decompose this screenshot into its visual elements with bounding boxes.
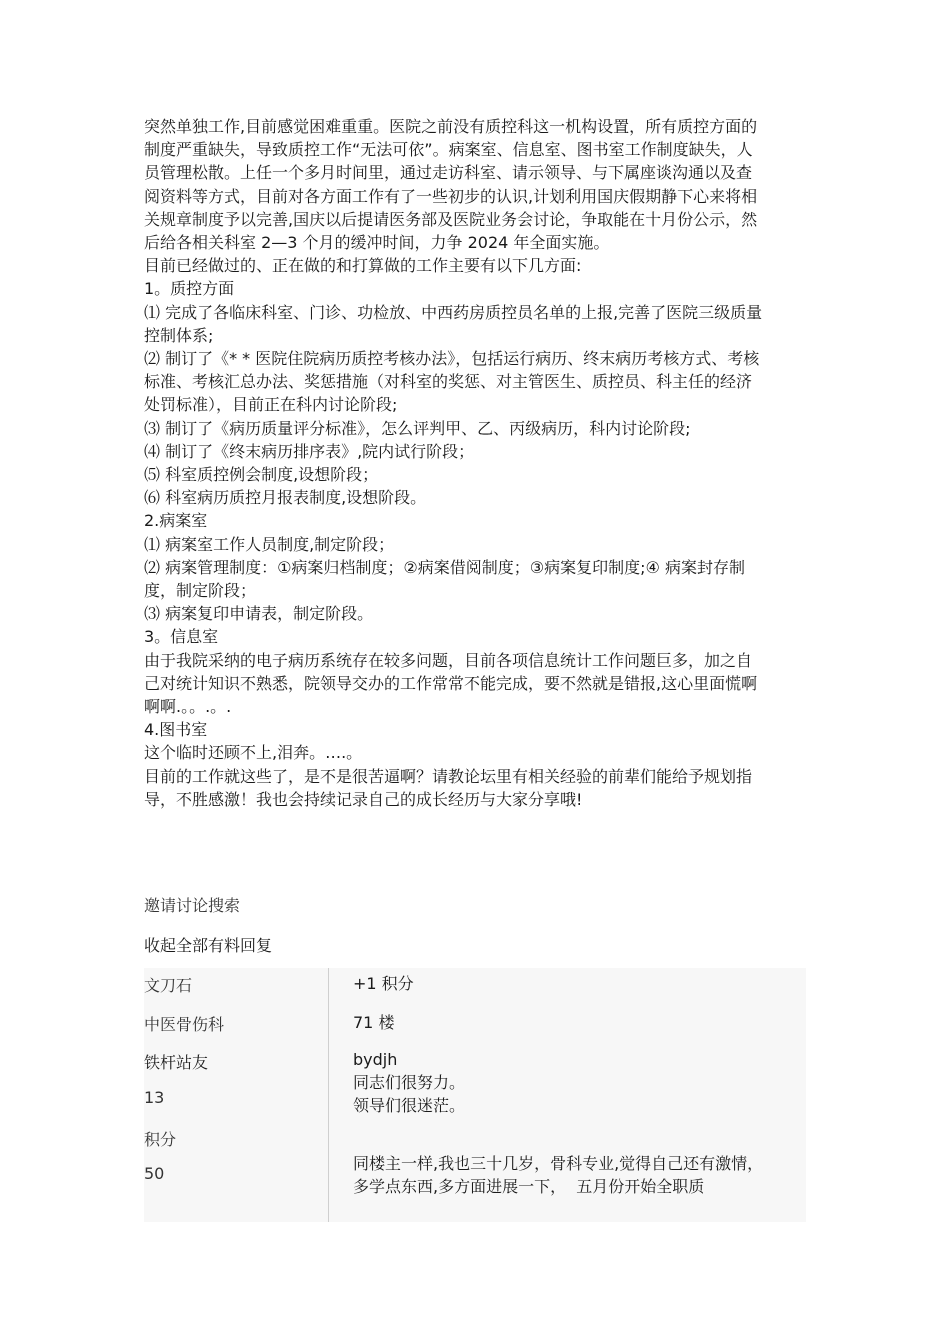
paragraph: 这个临时还顾不上,泪奔。….。 <box>144 743 363 763</box>
search-link[interactable]: 搜索 <box>208 896 241 915</box>
list-item: ⑶ 制订了《病历质量评分标准》，怎么评判甲、乙、丙级病历，科内讨论阶段; <box>144 418 691 438</box>
post-action-links <box>144 893 240 916</box>
author-post-count: 13 <box>144 1088 165 1107</box>
paragraph: 突然单独工作,目前感觉困难重重。医院之前没有质控科这一机构设置，所有质控方面的制度严重缺失，导致质控工作“无法可依”。病案室、信息室、图书室工作制度缺失，人员管理松散。上任一个多月时间里，通过走访科室、请示领导、与下属座谈沟通以及查阅资料等方式，目前对各方面工作有了一些初步的认识,计划利用国庆假期静下心来将相关规章制度予以完善,国庆以后提请医务部及医院业务会讨论，争取能在十月份公示，然后给各相关科室 2—3 个月的缓冲时间，力争 2024 年全面实施。 <box>144 117 758 253</box>
author-rank: 铁杆站友 <box>144 1053 209 1072</box>
list-item: ⑷ 制订了《终末病历排序表》,院内试行阶段； <box>144 441 475 461</box>
divider <box>328 968 329 1222</box>
section-heading: 3。信息室 <box>144 627 219 647</box>
list-item: ⑶ 病案复印申请表，制定阶段。 <box>144 604 374 624</box>
list-item: ⑹ 科室病历质控月报表制度,设想阶段。 <box>144 488 427 508</box>
list-item: ⑴ 病案室工作人员制度,制定阶段； <box>144 534 395 554</box>
section-heading: 2.病案室 <box>144 511 208 531</box>
discuss-link[interactable]: 讨论 <box>176 896 209 915</box>
author-department: 中医骨伤科 <box>144 1015 225 1034</box>
reply-body: 同楼主一样,我也三十几岁，骨科专业,觉得自己还有激情，多学点东西,多方面进展一下， 五月份开始全职质 <box>353 1154 764 1196</box>
quoted-author: bydjh <box>353 1050 398 1069</box>
paragraph: 目前已经做过的、正在做的和打算做的工作主要有以下几方面: <box>144 256 582 276</box>
list-item: ⑵ 病案管理制度：①病案归档制度；②病案借阅制度；③病案复印制度;④ 病案封存制度，制定阶段； <box>144 557 745 601</box>
collapse-replies-link[interactable]: 收起全部有料回复 <box>144 936 273 955</box>
score-badge: +1 积分 <box>353 974 414 993</box>
author-points: 50 <box>144 1164 165 1183</box>
points-label: 积分 <box>144 1130 177 1149</box>
section-heading: 4.图书室 <box>144 720 208 740</box>
post-body <box>144 115 764 811</box>
floor-number: 71 楼 <box>353 1013 395 1032</box>
author-name[interactable]: 文刀石 <box>144 976 193 995</box>
invite-link[interactable]: 邀请 <box>144 896 177 915</box>
quote-line: 同志们很努力。 <box>353 1073 466 1092</box>
reply-card <box>144 968 806 1222</box>
list-item: ⑵ 制订了《* * 医院住院病历质控考核办法》，包括运行病历、终末病历考核方式、考核标准、考核汇总办法、奖惩措施（对科室的奖惩、对主管医生、质控员、科主任的经济处罚标准），目前正在科内讨论阶段; <box>144 349 760 415</box>
list-item: ⑸ 科室质控例会制度,设想阶段； <box>144 465 379 485</box>
quote-line: 领导们很迷茫。 <box>353 1096 466 1115</box>
section-heading: 1。质控方面 <box>144 279 235 299</box>
paragraph: 目前的工作就这些了，是不是很苦逼啊？请教论坛里有相关经验的前辈们能给予规划指导，不胜感激！我也会持续记录自己的成长经历与大家分享哦! <box>144 766 753 809</box>
paragraph: 由于我院采纳的电子病历系统存在较多问题，目前各项信息统计工作问题巨多，加之自己对统计知识不熟悉，院领导交办的工作常常不能完成，要不然就是错报,这心里面慌啊啊啊.。。.。. <box>144 650 758 717</box>
list-item: ⑴ 完成了各临床科室、门诊、功检放、中西药房质控员名单的上报,完善了医院三级质量控制体系; <box>144 302 763 345</box>
